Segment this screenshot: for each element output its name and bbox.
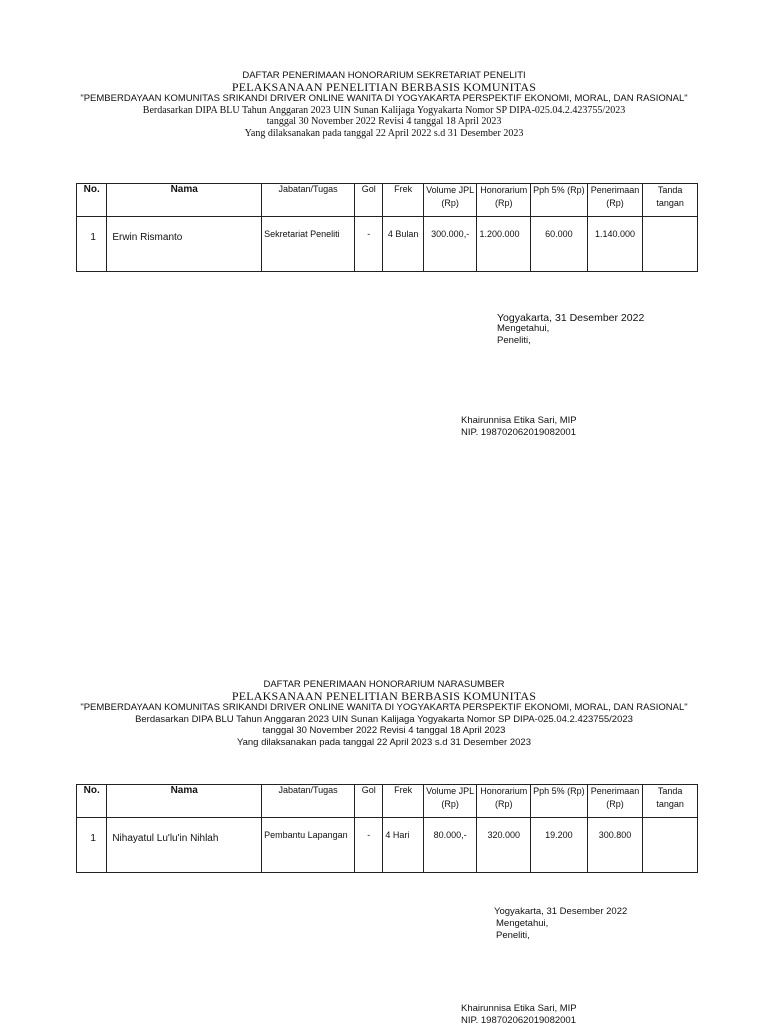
col-header-no: No. xyxy=(77,785,107,818)
col-header-volume: Volume JPL (Rp) xyxy=(423,785,477,818)
col-header-nama: Nama xyxy=(107,184,262,217)
cell-frek: 4 Bulan xyxy=(383,217,423,272)
header-title: DAFTAR PENERIMAAN HONORARIUM NARASUMBER xyxy=(263,679,505,690)
header-research-title: "PEMBERDAYAAN KOMUNITAS SRIKANDI DRIVER ONLINE WANITA DI YOGYAKARTA PERSPEKTIF EKONOMI, MORAL, DAN RASIONAL" xyxy=(80,93,688,104)
honorarium-table xyxy=(76,183,698,272)
signatory-block xyxy=(461,415,577,439)
sign-role: Peneliti, xyxy=(496,930,530,941)
table-row xyxy=(77,818,698,873)
table-row xyxy=(77,217,698,272)
sign-acknowledge: Mengetahui, xyxy=(496,918,549,929)
cell-nama: Erwin Rismanto xyxy=(107,217,262,272)
col-header-penerimaan: Penerimaan (Rp) xyxy=(587,184,643,217)
honorarium-section-sekretariat xyxy=(0,70,768,438)
cell-penerimaan: 300.800 xyxy=(587,818,643,873)
cell-no: 1 xyxy=(77,217,107,272)
col-header-honorarium: Honorarium (Rp) xyxy=(477,184,531,217)
sign-acknowledge: Mengetahui, xyxy=(497,323,550,334)
table-header-row xyxy=(77,184,698,217)
sign-block xyxy=(497,323,549,347)
header-basis: Berdasarkan DIPA BLU Tahun Anggaran 2023 UIN Sunan Kalijaga Yogyakarta Nomor SP DIPA-025.04.2.423755/2023 xyxy=(142,104,626,116)
col-header-penerimaan: Penerimaan (Rp) xyxy=(587,785,643,818)
col-header-tanda-tangan: Tanda tangan xyxy=(643,184,698,217)
col-header-gol: Gol xyxy=(355,184,383,217)
header-title: DAFTAR PENERIMAAN HONORARIUM SEKRETARIAT PENELITI xyxy=(242,70,526,81)
signatory-name: Khairunnisa Etika Sari, MIP xyxy=(461,1003,577,1014)
cell-volume: 300.000,- xyxy=(423,217,477,272)
cell-no: 1 xyxy=(77,818,107,873)
cell-jabatan: Pembantu Lapangan xyxy=(262,818,355,873)
honorarium-section-narasumber xyxy=(0,679,768,1026)
cell-gol: - xyxy=(355,217,383,272)
cell-tanda-tangan xyxy=(643,217,698,272)
sign-block xyxy=(496,918,548,942)
table-header-row xyxy=(77,785,698,818)
cell-nama: Nihayatul Lu'lu'in Nihlah xyxy=(107,818,262,873)
col-header-pph: Pph 5% (Rp) xyxy=(531,184,588,217)
cell-frek: 4 Hari xyxy=(383,818,423,873)
cell-jabatan: Sekretariat Peneliti xyxy=(262,217,355,272)
cell-pph: 60.000 xyxy=(531,217,588,272)
header-date-revision: tanggal 30 November 2022 Revisi 4 tanggal 18 April 2023 xyxy=(262,725,506,736)
col-header-jabatan: Jabatan/Tugas xyxy=(262,184,355,217)
header-activity: PELAKSANAAN PENELITIAN BERBASIS KOMUNITAS xyxy=(231,79,537,94)
cell-penerimaan: 1.140.000 xyxy=(587,217,643,272)
sign-role: Peneliti, xyxy=(497,335,531,346)
col-header-gol: Gol xyxy=(355,785,383,818)
signatory-name: Khairunnisa Etika Sari, MIP xyxy=(461,415,577,426)
cell-volume: 80.000,- xyxy=(423,818,477,873)
col-header-honorarium: Honorarium (Rp) xyxy=(477,785,531,818)
header-period: Yang dilaksanakan pada tanggal 22 April 2023 s.d 31 Desember 2023 xyxy=(236,736,531,748)
document-header xyxy=(0,70,768,139)
col-header-frek: Frek xyxy=(383,184,423,217)
header-research-title: "PEMBERDAYAAN KOMUNITAS SRIKANDI DRIVER ONLINE WANITA DI YOGYAKARTA PERSPEKTIF EKONOMI, MORAL, DAN RASIONAL" xyxy=(80,702,688,713)
col-header-tanda-tangan: Tanda tangan xyxy=(643,785,698,818)
cell-pph: 19.200 xyxy=(531,818,588,873)
header-date-revision: tanggal 30 November 2022 Revisi 4 tanggal 18 April 2023 xyxy=(266,116,502,127)
col-header-frek: Frek xyxy=(383,785,423,818)
header-basis: Berdasarkan DIPA BLU Tahun Anggaran 2023 UIN Sunan Kalijaga Yogyakarta Nomor SP DIPA-025.04.2.423755/2023 xyxy=(135,713,633,725)
header-activity: PELAKSANAAN PENELITIAN BERBASIS KOMUNITAS xyxy=(231,688,537,703)
sign-date: Yogyakarta, 31 Desember 2022 xyxy=(494,906,628,917)
col-header-jabatan: Jabatan/Tugas xyxy=(262,785,355,818)
honorarium-table xyxy=(76,784,698,873)
cell-honorarium: 320.000 xyxy=(477,818,531,873)
header-period: Yang dilaksanakan pada tanggal 22 April 2022 s.d 31 Desember 2023 xyxy=(244,127,524,139)
cell-gol: - xyxy=(355,818,383,873)
cell-honorarium: 1.200.000 xyxy=(477,217,531,272)
col-header-nama: Nama xyxy=(107,785,262,818)
signatory-block xyxy=(461,1003,577,1027)
col-header-pph: Pph 5% (Rp) xyxy=(531,785,588,818)
cell-tanda-tangan xyxy=(643,818,698,873)
sign-date: Yogyakarta, 31 Desember 2022 xyxy=(497,312,645,324)
document-header xyxy=(0,679,768,748)
signatory-nip: NIP. 198702062019082001 xyxy=(461,427,576,438)
col-header-volume: Volume JPL (Rp) xyxy=(423,184,477,217)
signatory-nip: NIP. 198702062019082001 xyxy=(461,1015,576,1026)
col-header-no: No. xyxy=(77,184,107,217)
